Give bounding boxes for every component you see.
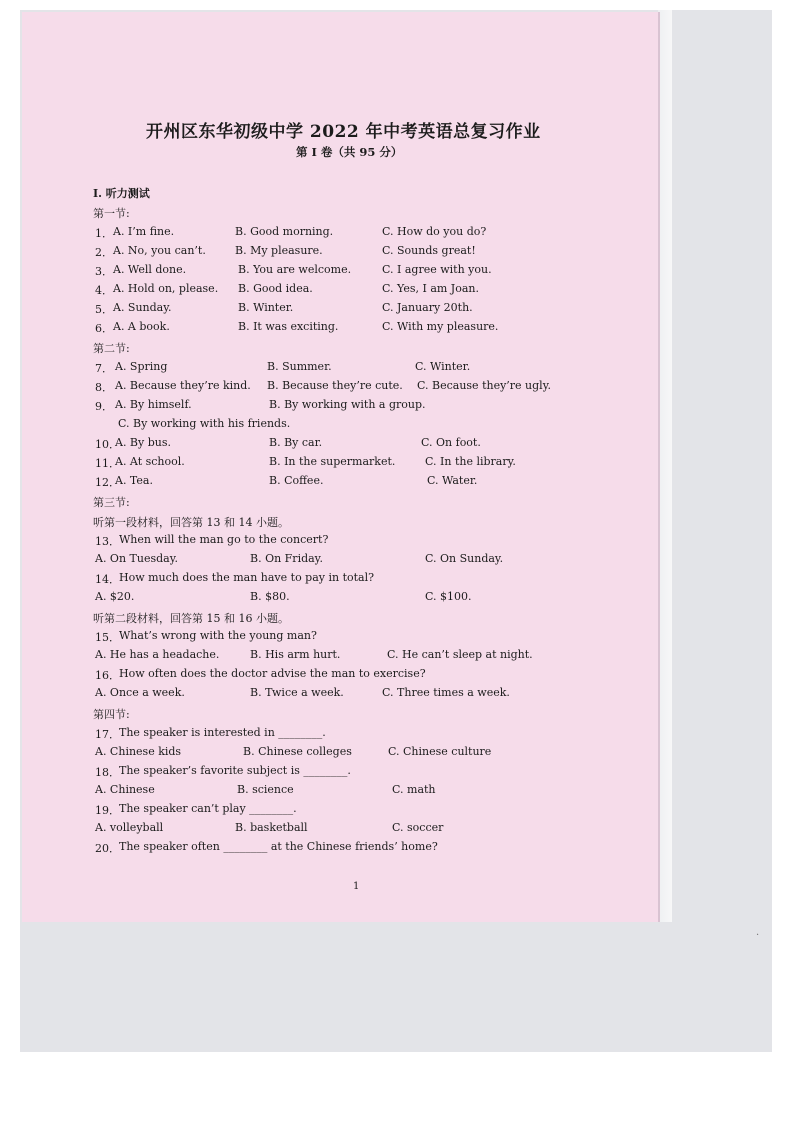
option-a: A. $20. bbox=[95, 590, 135, 603]
option-b: B. My pleasure. bbox=[235, 244, 323, 257]
option-c: C. Three times a week. bbox=[382, 686, 510, 699]
question-stem: The speaker often ________ at the Chinese friends’ home? bbox=[119, 840, 438, 853]
option-c: C. How do you do? bbox=[382, 225, 487, 238]
option-a: A. I’m fine. bbox=[113, 225, 175, 238]
question-stem: The speaker is interested in ________. bbox=[119, 726, 326, 739]
question-number: 17． bbox=[95, 728, 120, 741]
question-number: 8． bbox=[95, 381, 113, 394]
option-a: A. Because they’re kind. bbox=[115, 379, 251, 392]
question-row bbox=[95, 648, 655, 666]
option-a: A. volleyball bbox=[95, 821, 164, 834]
option-c: C. With my pleasure. bbox=[382, 320, 499, 333]
question-row bbox=[95, 783, 655, 801]
option-c: C. math bbox=[392, 783, 436, 796]
question-row bbox=[95, 282, 655, 300]
option-a: A. Spring bbox=[115, 360, 168, 373]
question-number: 14． bbox=[95, 573, 120, 586]
option-b: B. Good idea. bbox=[238, 282, 313, 295]
option-b: B. Coffee. bbox=[269, 474, 324, 487]
page-title: 开州区东华初级中学 2022 年中考英语总复习作业 bbox=[146, 122, 541, 142]
question-number: 9． bbox=[95, 400, 113, 413]
page-edge bbox=[658, 10, 672, 922]
question-number: 16． bbox=[95, 669, 120, 682]
option-a: A. Chinese kids bbox=[95, 745, 182, 758]
question-row bbox=[95, 455, 655, 473]
question-row bbox=[95, 244, 655, 262]
question-number: 10． bbox=[95, 438, 120, 451]
option-b: B. His arm hurt. bbox=[250, 648, 341, 661]
instruction: 听第二段材料，回答第 15 和 16 小题。 bbox=[93, 612, 289, 625]
question-stem: The speaker’s favorite subject is ________. bbox=[119, 764, 351, 777]
page-number: 1 bbox=[353, 881, 360, 892]
option-c: C. Chinese culture bbox=[388, 745, 492, 758]
option-b: B. You are welcome. bbox=[238, 263, 352, 276]
option-b: B. Chinese colleges bbox=[243, 745, 352, 758]
question-number: 18． bbox=[95, 766, 120, 779]
scan-speck: · bbox=[756, 930, 760, 941]
option-a: A. On Tuesday. bbox=[95, 552, 178, 565]
question-row bbox=[95, 726, 655, 744]
question-number: 3． bbox=[95, 265, 113, 278]
section-title: I. 听力测试 bbox=[93, 187, 150, 200]
option-c: C. On foot. bbox=[421, 436, 481, 449]
question-row bbox=[95, 474, 655, 492]
question-number: 7． bbox=[95, 362, 113, 375]
question-row bbox=[95, 629, 655, 647]
option-c: C. Water. bbox=[427, 474, 478, 487]
question-row bbox=[95, 745, 655, 763]
option-b: B. Because they’re cute. bbox=[267, 379, 403, 392]
option-c: C. He can’t sleep at night. bbox=[387, 648, 533, 661]
option-a: A. At school. bbox=[115, 455, 185, 468]
option-a: A. By bus. bbox=[115, 436, 171, 449]
option-c: C. In the library. bbox=[425, 455, 516, 468]
question-number: 6． bbox=[95, 322, 113, 335]
question-row bbox=[95, 840, 655, 858]
page-subtitle: 第 I 卷（共 95 分） bbox=[296, 145, 403, 159]
option-a: A. Sunday. bbox=[113, 301, 172, 314]
option-b: B. On Friday. bbox=[250, 552, 323, 565]
question-number: 5． bbox=[95, 303, 113, 316]
option-c: C. Winter. bbox=[415, 360, 471, 373]
question-row bbox=[95, 225, 655, 243]
option-a: A. Hold on, please. bbox=[113, 282, 219, 295]
option-b: B. Winter. bbox=[238, 301, 294, 314]
question-stem: How often does the doctor advise the man to exercise? bbox=[119, 667, 426, 680]
question-number: 2． bbox=[95, 246, 113, 259]
option-b: B. basketball bbox=[235, 821, 308, 834]
question-row bbox=[95, 802, 655, 820]
option-b: B. $80. bbox=[250, 590, 290, 603]
question-number: 20． bbox=[95, 842, 120, 855]
option-c: C. January 20th. bbox=[382, 301, 473, 314]
option-c: C. By working with his friends. bbox=[118, 417, 291, 430]
part-heading: 第二节: bbox=[93, 342, 130, 355]
option-b: B. It was exciting. bbox=[238, 320, 339, 333]
option-a: A. A book. bbox=[113, 320, 170, 333]
question-number: 13． bbox=[95, 535, 120, 548]
option-c: C. Sounds great! bbox=[382, 244, 476, 257]
option-c: C. I agree with you. bbox=[382, 263, 492, 276]
question-row bbox=[95, 436, 655, 454]
question-stem: The speaker can’t play ________. bbox=[119, 802, 297, 815]
part-heading: 第四节: bbox=[93, 708, 130, 721]
option-b: B. By car. bbox=[269, 436, 323, 449]
option-a: A. Once a week. bbox=[95, 686, 185, 699]
question-row bbox=[95, 667, 655, 685]
question-row-continued bbox=[118, 417, 678, 435]
part-heading: 第三节: bbox=[93, 496, 130, 509]
question-row bbox=[95, 360, 655, 378]
instruction: 听第一段材料，回答第 13 和 14 小题。 bbox=[93, 516, 289, 529]
question-row bbox=[95, 552, 655, 570]
option-c: C. Yes, I am Joan. bbox=[382, 282, 479, 295]
question-row bbox=[95, 263, 655, 281]
question-number: 15． bbox=[95, 631, 120, 644]
question-number: 12． bbox=[95, 476, 120, 489]
question-number: 1． bbox=[95, 227, 113, 240]
option-b: B. Good morning. bbox=[235, 225, 334, 238]
option-b: B. By working with a group. bbox=[269, 398, 426, 411]
question-stem: How much does the man have to pay in total? bbox=[119, 571, 375, 584]
part-heading: 第一节: bbox=[93, 207, 130, 220]
option-c: C. Because they’re ugly. bbox=[417, 379, 551, 392]
question-row bbox=[95, 301, 655, 319]
question-number: 4． bbox=[95, 284, 113, 297]
question-row bbox=[95, 686, 655, 704]
option-c: C. soccer bbox=[392, 821, 444, 834]
option-c: C. $100. bbox=[425, 590, 472, 603]
question-row bbox=[95, 590, 655, 608]
question-number: 19． bbox=[95, 804, 120, 817]
option-b: B. Twice a week. bbox=[250, 686, 344, 699]
option-a: A. Chinese bbox=[95, 783, 155, 796]
question-row bbox=[95, 398, 655, 416]
option-a: A. No, you can’t. bbox=[113, 244, 206, 257]
question-row bbox=[95, 821, 655, 839]
question-row bbox=[95, 533, 655, 551]
option-a: A. He has a headache. bbox=[95, 648, 220, 661]
question-row bbox=[95, 379, 655, 397]
option-c: C. On Sunday. bbox=[425, 552, 504, 565]
question-stem: What’s wrong with the young man? bbox=[119, 629, 317, 642]
option-b: B. Summer. bbox=[267, 360, 332, 373]
question-stem: When will the man go to the concert? bbox=[119, 533, 329, 546]
option-a: A. Well done. bbox=[113, 263, 187, 276]
option-a: A. Tea. bbox=[115, 474, 153, 487]
question-row bbox=[95, 571, 655, 589]
option-a: A. By himself. bbox=[115, 398, 192, 411]
option-b: B. science bbox=[237, 783, 294, 796]
question-number: 11． bbox=[95, 457, 120, 470]
option-b: B. In the supermarket. bbox=[269, 455, 396, 468]
question-row bbox=[95, 764, 655, 782]
question-row bbox=[95, 320, 655, 338]
